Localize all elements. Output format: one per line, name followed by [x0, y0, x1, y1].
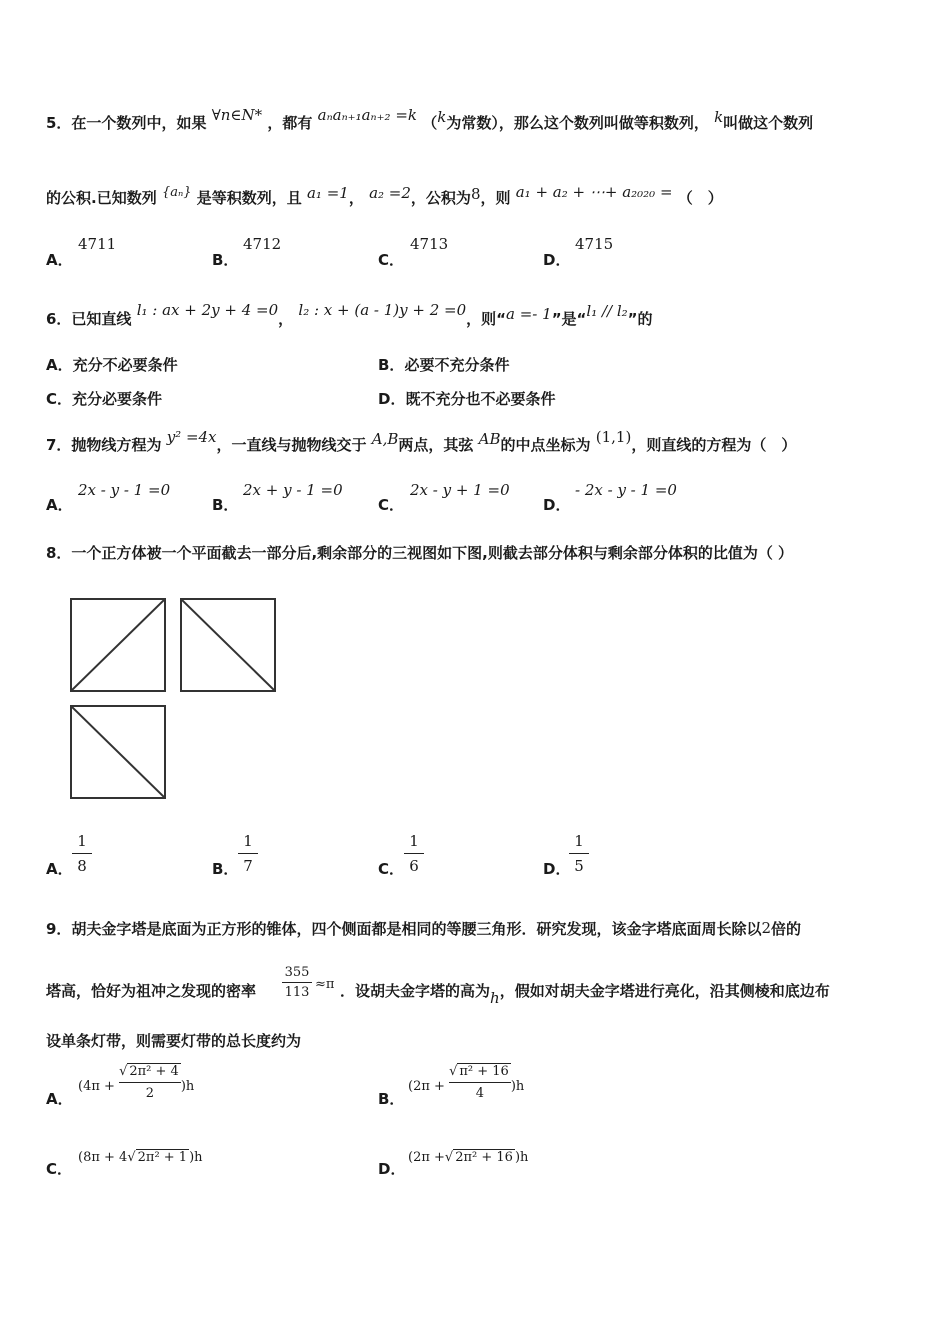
side-view	[180, 598, 276, 692]
q9-approx: ≈π	[315, 977, 335, 992]
q9-line2: 塔高，恰好为祖冲之发现的密率	[46, 982, 257, 1000]
q5-text: （ ）	[677, 189, 723, 207]
q5-seq: {aₙ}	[161, 185, 192, 200]
q5-text: 5．在一个数列中，如果	[46, 114, 207, 132]
q7-text: 的中点坐标为	[500, 436, 591, 454]
q7-option-b-label: B．	[212, 496, 239, 514]
q9-option-c: (8π + 4√ 2π² + 1 )h	[78, 1150, 203, 1165]
q9-option-d: (2π +√ 2π² + 16 )h	[408, 1150, 529, 1165]
q8-option-b-fraction: 1 7	[238, 832, 258, 875]
q6-option-d: D．既不充分也不必要条件	[378, 390, 556, 408]
q5-line2	[46, 183, 723, 208]
q6-text: ，则“	[466, 310, 507, 328]
q9-option-b-label: B．	[378, 1090, 405, 1108]
q8-option-d-fraction: 1 5	[569, 832, 589, 875]
q5-k: k	[437, 108, 447, 126]
q5-option-d: 4715	[575, 235, 614, 253]
q5-eight: 8	[470, 185, 481, 203]
q5-option-a: 4711	[78, 235, 117, 253]
q7-option-d-label: D．	[543, 496, 571, 514]
q5-text: 叫做这个数列	[723, 114, 814, 132]
q8-option-c-label: C．	[378, 860, 405, 878]
q8-stem: 8．一个正方体被一个平面截去一部分后,剩余部分的三视图如下图,则截去部分体积与剩余部分体积的比值为（ ）	[46, 544, 794, 562]
side-view-diagonal	[182, 600, 274, 690]
q9-option-b: ($2\pi + \frac{\text{√ π² + 16}}{4}$ )h	[408, 1064, 525, 1101]
q7-chord: AB	[478, 430, 501, 448]
q9-option-a: ($4\pi + \frac{\text{√ 2π² + 4}}{2}$ )h	[78, 1064, 195, 1101]
q8-option-a-label: A．	[46, 860, 73, 878]
q7-option-b: 2x + y - 1 =0	[243, 481, 343, 499]
front-view-diagonal	[72, 600, 164, 690]
q5-text: （	[422, 114, 438, 132]
q7-text: 7．抛物线方程为	[46, 436, 162, 454]
q9-option-d-label: D．	[378, 1160, 406, 1178]
q7-text: 两点，其弦	[398, 436, 474, 454]
q5-text: ，公积为	[410, 189, 471, 207]
q5-text: ，都有	[267, 114, 313, 132]
q5-text: 是等积数列，且	[196, 189, 302, 207]
q5-text: ，则	[480, 189, 511, 207]
q8-option-c-fraction: 1 6	[404, 832, 424, 875]
q6-l2: l₂ : x + (a - 1)y + 2 =0	[298, 301, 467, 319]
q9-two: 2	[761, 919, 771, 937]
q9-ratio: 355 113	[282, 965, 312, 1000]
q9-line2-rest: ．设胡夫金字塔的高为h，假如对胡夫金字塔进行亮化，沿其侧棱和底边布	[340, 982, 830, 1007]
q5-cond: ∀n∈N*	[211, 106, 263, 124]
q6-option-a: A．充分不必要条件	[46, 356, 178, 374]
top-view-diagonal	[72, 707, 164, 797]
q9-option-c-label: C．	[46, 1160, 73, 1178]
q8-option-a-fraction: 1 8	[72, 832, 92, 875]
q5-text: ，	[348, 189, 364, 207]
q5-option-b: 4712	[243, 235, 282, 253]
q7-option-c-label: C．	[378, 496, 405, 514]
q7-ab: A,B	[371, 430, 399, 448]
q5-option-b-label: B．	[212, 251, 239, 269]
q5-line1	[46, 106, 814, 133]
q6-text: ”的	[627, 310, 653, 328]
q5-a1: a₁ =1	[306, 184, 349, 202]
q6-l1: l₁ : ax + 2y + 4 =0	[136, 301, 279, 319]
q9-line3: 设单条灯带，则需要灯带的总长度约为	[46, 1032, 302, 1050]
q7-text: ，则直线的方程为（ ）	[631, 436, 797, 454]
q5-option-a-label: A．	[46, 251, 73, 269]
top-view	[70, 705, 166, 799]
q5-sum: a₁ + a₂ + ⋯+ a₂₀₂₀ =	[515, 183, 673, 201]
q5-option-d-label: D．	[543, 251, 571, 269]
q6-cond: a =- 1	[506, 305, 552, 323]
q5-k2: k	[714, 108, 724, 126]
q5-option-c: 4713	[410, 235, 449, 253]
front-view	[70, 598, 166, 692]
q7-stem	[46, 428, 797, 455]
q7-eq: y² =4x	[166, 428, 217, 446]
q7-text: ，一直线与抛物线交于	[216, 436, 367, 454]
q6-text: ，	[278, 310, 294, 328]
q9-option-a-label: A．	[46, 1090, 73, 1108]
q5-text: 的公积.已知数列	[46, 189, 157, 207]
q5-a2: a₂ =2	[369, 184, 411, 202]
q7-option-c: 2x - y + 1 =0	[410, 481, 510, 499]
q5-text: 为常数），那么这个数列叫做等积数列，	[446, 114, 709, 132]
q6-option-b: B．必要不充分条件	[378, 356, 510, 374]
q6-option-c: C．充分必要条件	[46, 390, 163, 408]
q6-text: ”是“	[551, 310, 587, 328]
q5-product: aₙaₙ₊₁aₙ₊₂ =k	[317, 106, 417, 124]
q6-stem	[46, 301, 653, 329]
q5-option-c-label: C．	[378, 251, 405, 269]
q7-option-a-label: A．	[46, 496, 73, 514]
q9-h: h	[490, 989, 500, 1007]
q7-option-a: 2x - y - 1 =0	[78, 481, 171, 499]
q6-parallel: l₁ // l₂	[586, 302, 628, 320]
q9-line1: 9．胡夫金字塔是底面为正方形的锥体，四个侧面都是相同的等腰三角形．研究发现，该金字塔底面周长除以2倍的	[46, 919, 802, 938]
q7-mid: (1,1)	[595, 428, 632, 446]
q7-option-d: - 2x - y - 1 =0	[575, 481, 677, 499]
q8-option-d-label: D．	[543, 860, 571, 878]
q6-text: 6．已知直线	[46, 310, 132, 328]
q8-option-b-label: B．	[212, 860, 239, 878]
